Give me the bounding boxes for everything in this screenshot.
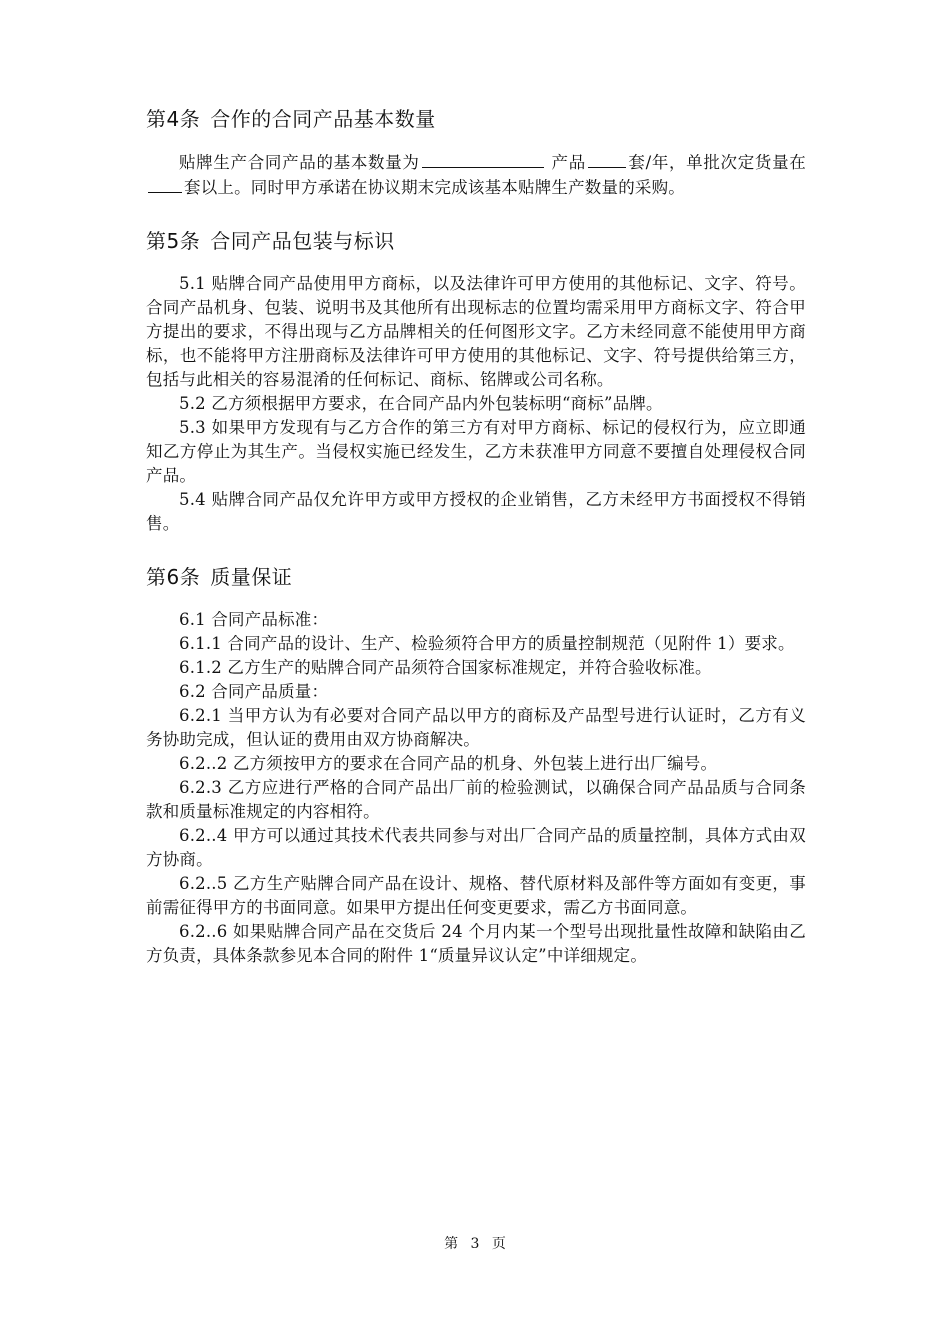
document-body	[146, 104, 806, 968]
clause-5-1: 5.1 贴牌合同产品使用甲方商标，以及法律许可甲方使用的其他标记、文字、符号。合同产品机身、包装、说明书及其他所有出现标志的位置均需采用甲方商标文字、符合甲方提出的要求，不得出现与乙方品牌相关的任何图形文字。乙方未经同意不能使用甲方商标，也不能将甲方注册商标及法律许可甲方使用的其他标记、文字、符号提供给第三方，包括与此相关的容易混淆的任何标记、商标、铭牌或公司名称。	[146, 274, 806, 389]
clause-6-2-2: 6.2..2 乙方须按甲方的要求在合同产品的机身、外包装上进行出厂编号。	[179, 754, 718, 773]
article-6-number: 第6条	[146, 565, 201, 589]
article-4-title: 合作的合同产品基本数量	[210, 107, 436, 131]
clause-6-2-4: 6.2..4 甲方可以通过其技术代表共同参与对出厂合同产品的质量控制，具体方式由双方协商。	[146, 826, 806, 869]
quantity-blank	[422, 150, 544, 168]
clause-6-1-2: 6.1.2 乙方生产的贴牌合同产品须符合国家标准规定，并符合验收标准。	[179, 658, 712, 677]
clause-6-2-6: 6.2..6 如果贴牌合同产品在交货后 24 个月内某一个型号出现批量性故障和缺陷由乙方负责，具体条款参见本合同的附件 1“质量异议认定”中详细规定。	[146, 922, 806, 965]
clause-5-4: 5.4 贴牌合同产品仅允许甲方或甲方授权的企业销售，乙方未经甲方书面授权不得销售。	[146, 490, 806, 533]
sets-per-year-blank	[588, 150, 626, 168]
clause-6-2: 6.2 合同产品质量：	[179, 682, 329, 701]
text-segment: 贴牌生产合同产品的基本数量为	[179, 153, 420, 172]
article-5-number: 第5条	[146, 229, 201, 253]
text-segment: 套/年，单批次定货量在	[627, 153, 806, 172]
clause-6-1: 6.1 合同产品标准：	[179, 610, 329, 629]
clause-6-1-1: 6.1.1 合同产品的设计、生产、检验须符合甲方的质量控制规范（见附件 1）要求。	[179, 634, 795, 653]
article-6-title: 质量保证	[210, 565, 293, 589]
clause-6-2-3: 6.2.3 乙方应进行严格的合同产品出厂前的检验测试，以确保合同产品品质与合同条款和质量标准规定的内容相符。	[146, 778, 806, 821]
text-segment: 套以上。同时甲方承诺在协议期末完成该基本贴牌生产数量的采购。	[184, 178, 685, 197]
article-6-heading	[146, 562, 806, 592]
batch-quantity-blank	[148, 175, 182, 193]
clause-5-2: 5.2 乙方须根据甲方要求，在合同产品内外包装标明“商标”品牌。	[179, 394, 663, 413]
article-4-paragraph	[146, 150, 806, 200]
page-number: 第 3 页	[444, 1236, 506, 1252]
clause-6-2-5: 6.2..5 乙方生产贴牌合同产品在设计、规格、替代原材料及部件等方面如有变更，事前需征得甲方的书面同意。如果甲方提出任何变更要求，需乙方书面同意。	[146, 874, 806, 917]
clause-5-3: 5.3 如果甲方发现有与乙方合作的第三方有对甲方商标、标记的侵权行为，应立即通知乙方停止为其生产。当侵权实施已经发生，乙方未获准甲方同意不要擅自处理侵权合同产品。	[146, 418, 806, 485]
article-4-heading	[146, 104, 806, 134]
article-5-title: 合同产品包装与标识	[210, 229, 395, 253]
clause-6-2-1: 6.2.1 当甲方认为有必要对合同产品以甲方的商标及产品型号进行认证时，乙方有义务协助完成，但认证的费用由双方协商解决。	[146, 706, 806, 749]
text-segment: 产品	[551, 153, 586, 172]
article-4-number: 第4条	[146, 107, 201, 131]
article-5-heading	[146, 226, 806, 256]
